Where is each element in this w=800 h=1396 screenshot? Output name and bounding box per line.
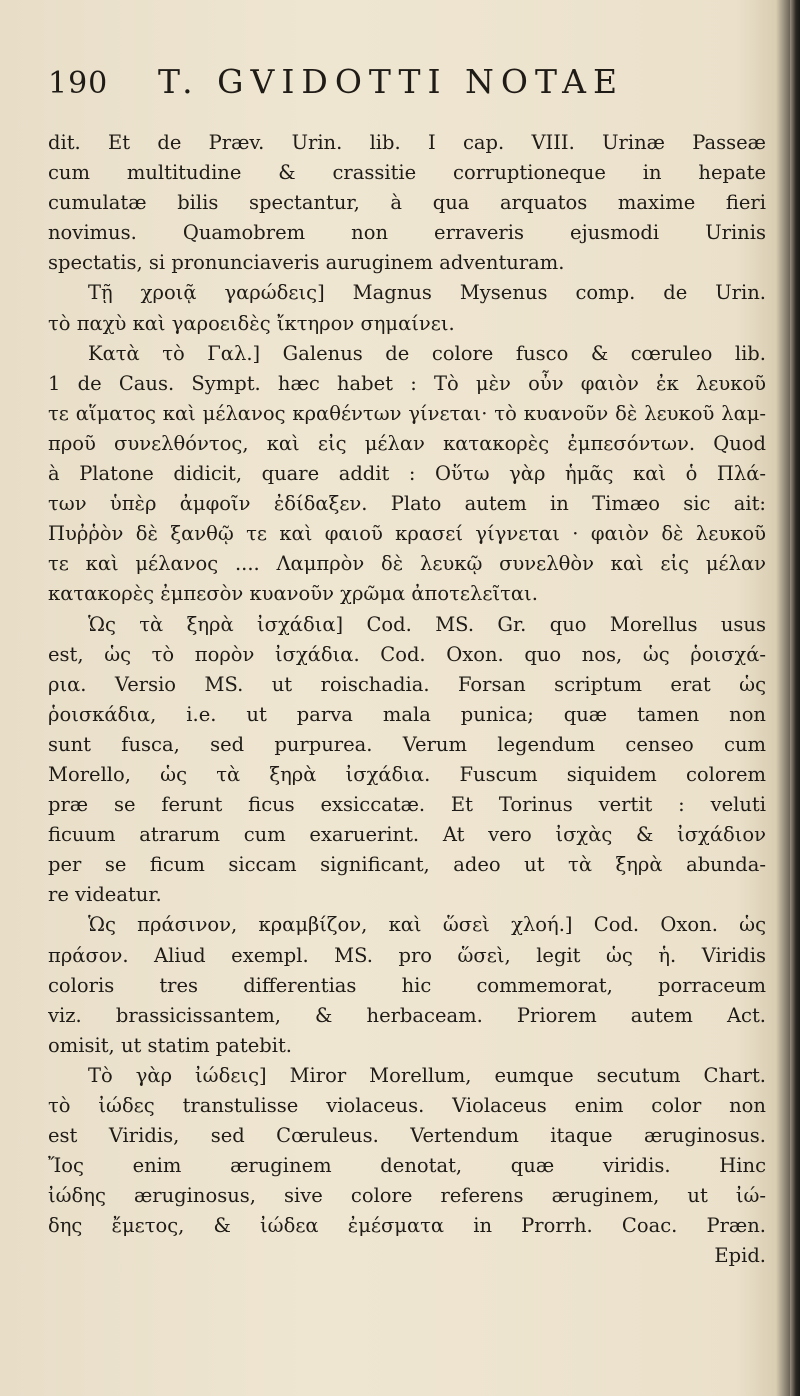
text-line: δης ἔμετος, & ἰώδεα ἐμέσματα in Prorrh. Coac. Præn.: [48, 1214, 766, 1238]
text-line: Πυῤῥὸν δὲ ξανθῷ τε καὶ φαιοῦ κρασεί γίγνεται · φαιὸν δὲ λευκοῦ: [48, 522, 766, 546]
book-spine-edge: [790, 0, 800, 1396]
text-line: Ὡς πράσινον, κραμβίζον, καὶ ὥσεὶ χλοή.] Cod. Oxon. ὡς: [88, 913, 766, 937]
text-line: novimus. Quamobrem non erraveris ejusmodi Urinis: [48, 221, 766, 245]
page-number: 190: [48, 66, 109, 101]
text-line: πράσον. Aliud exempl. MS. pro ὥσεὶ, legit ὡς ἡ. Viridis: [48, 943, 766, 967]
text-line: ἰώδης æruginosus, sive colore referens æruginem, ut ἰώ-: [48, 1184, 766, 1208]
text-line: per se ficum siccam significant, adeo ut τὰ ξηρὰ abunda-: [48, 853, 766, 877]
text-line: προῦ συνελθόντος, καὶ εἰς μέλαν κατακορὲς ἐμπεσόντων. Quod: [48, 431, 766, 455]
text-line: est, ὡς τὸ πορὸν ἰσχάδια. Cod. Oxon. quo nos, ὡς ῥοισχά-: [48, 642, 766, 666]
text-line: ῥοισκάδια, i.e. ut parva mala punica; quæ tamen non: [48, 702, 766, 726]
text-line: 1 de Caus. Sympt. hæc habet : Τὸ μὲν οὖν φαιὸν ἐκ λευκοῦ: [48, 371, 766, 395]
text-line: τε αἵματος καὶ μέλανος κραθέντων γίνεται· τὸ κυανοῦν δὲ λευκοῦ λαμ-: [48, 401, 766, 425]
text-line: coloris tres differentias hic commemorat, porraceum: [48, 973, 766, 997]
text-line: à Platone didicit, quare addit : Οὕτω γὰρ ἡμᾶς καὶ ὁ Πλά-: [48, 462, 766, 486]
text-line: cum multitudine & crassitie corruptioneque in hepate: [48, 161, 766, 185]
text-line: των ὑπὲρ ἀμφοῖν ἐδίδαξεν. Plato autem in Timæo sic ait:: [48, 492, 766, 516]
text-line: ficuum atrarum cum exaruerint. At vero ἰσχὰς & ἰσχάδιον: [48, 823, 766, 847]
text-line: Ἴος enim æruginem denotat, quæ viridis. Hinc: [48, 1154, 766, 1178]
text-line: præ se ferunt ficus exsiccatæ. Et Torinus vertit : veluti: [48, 793, 766, 817]
text-line: κατακορὲς ἐμπεσὸν κυανοῦν χρῶμα ἀποτελεῖται.: [48, 582, 538, 606]
text-line: Κατὰ τὸ Γαλ.] Galenus de colore fusco & cœruleo lib.: [88, 341, 766, 365]
page-header: [48, 62, 748, 112]
text-line: τὸ ἰώδες transtulisse violaceus. Violaceus enim color non: [48, 1094, 766, 1117]
text-line: Τῇ χροιᾷ γαρώδεις] Magnus Mysenus comp. de Urin.: [88, 281, 766, 305]
text-line: est Viridis, sed Cœruleus. Vertendum itaque æruginosus.: [48, 1124, 766, 1148]
text-line: cumulatæ bilis spectantur, à qua arquatos maxime fieri: [48, 191, 766, 215]
text-line: Ὡς τὰ ξηρὰ ἰσχάδια] Cod. MS. Gr. quo Morellus usus: [88, 612, 766, 636]
text-line: omisit, ut statim patebit.: [48, 1033, 293, 1057]
text-line: viz. brassicissantem, & herbaceam. Priorem autem Act.: [48, 1003, 766, 1027]
text-line: τε καὶ μέλανος .... Λαμπρὸν δὲ λευκῷ συνελθὸν καὶ εἰς μέλαν: [48, 552, 766, 576]
text-line: re videatur.: [48, 883, 162, 907]
running-title: T. GVIDOTTI NOTAE: [158, 62, 625, 101]
text-line: ρια. Versio MS. ut roischadia. Forsan scriptum erat ὡς: [48, 672, 766, 696]
body-text: [48, 128, 766, 1272]
text-line: Morello, ὡς τὰ ξηρὰ ἰσχάδια. Fuscum siquidem colorem: [48, 762, 766, 786]
text-line: dit. Et de Præv. Urin. lib. I cap. VIII. Urinæ Passeæ: [48, 131, 766, 154]
text-line: sunt fusca, sed purpurea. Verum legendum censeo cum: [48, 732, 766, 756]
text-line: Epid.: [714, 1244, 766, 1268]
text-line: Τὸ γὰρ ἰώδεις] Miror Morellum, eumque secutum Chart.: [88, 1063, 766, 1087]
text-line: τὸ παχὺ καὶ γαρoειδὲς ἴκτηρον σημαίνει.: [48, 311, 455, 335]
text-line: spectatis, si pronunciaveris auruginem adventuram.: [48, 251, 565, 275]
